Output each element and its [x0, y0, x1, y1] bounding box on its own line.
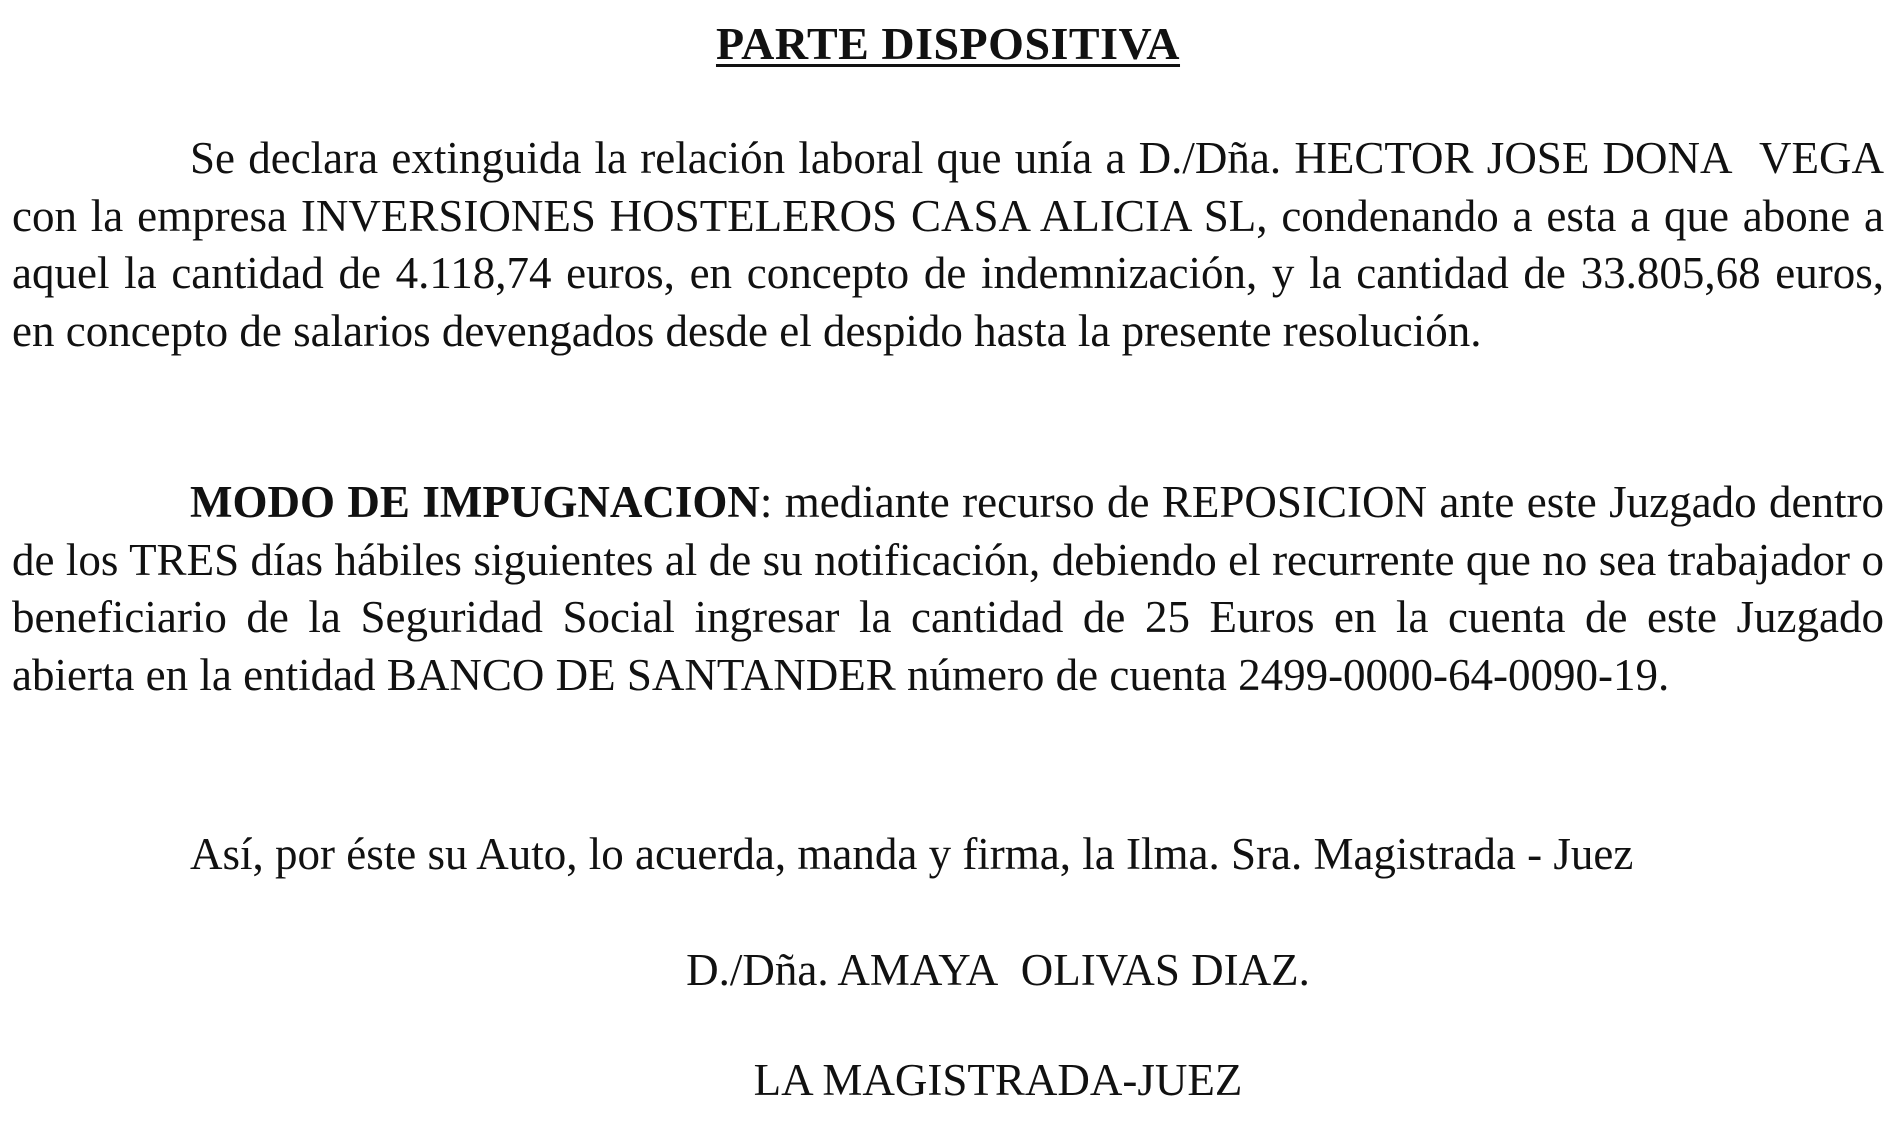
appeal-paragraph — [12, 474, 1884, 704]
appeal-heading: MODO DE IMPUGNACION — [190, 477, 760, 527]
closing-paragraph: Así, por éste su Auto, lo acuerda, manda y firma, la Ilma. Sra. Magistrada - Juez — [190, 829, 1634, 879]
document-title — [12, 14, 1884, 74]
signatory-name: D./Dña. AMAYA OLIVAS DIAZ. — [686, 945, 1310, 995]
appeal-text: : mediante recurso de REPOSICION ante este Juzgado dentro de los TRES días hábiles siguientes al de su notificación, debiendo el recurrente que no sea trabajador o beneficiario de la Seguridad Social ingresar la cantidad de 25 Euros en la cuenta de este Juzgado abierta en la entidad BANCO DE SANTANDER número de cuenta 2499-0000-64-0090-19. — [12, 477, 1885, 700]
document-page — [12, 0, 1884, 1128]
ruling-paragraph: Se declara extinguida la relación laboral que unía a D./Dña. HECTOR JOSE DONA VEGA con la empresa INVERSIONES HOSTELEROS CASA ALICIA SL, condenando a esta a que abone a aquel la cantidad de 4.118,74 euros, en concepto de indemnización, y la cantidad de 33.805,68 euros, en concepto de salarios devengados desde el despido hasta la presente resolución. — [12, 133, 1884, 356]
signatory-role: LA MAGISTRADA-JUEZ — [753, 1055, 1243, 1105]
title-text: PARTE DISPOSITIVA — [715, 18, 1181, 69]
